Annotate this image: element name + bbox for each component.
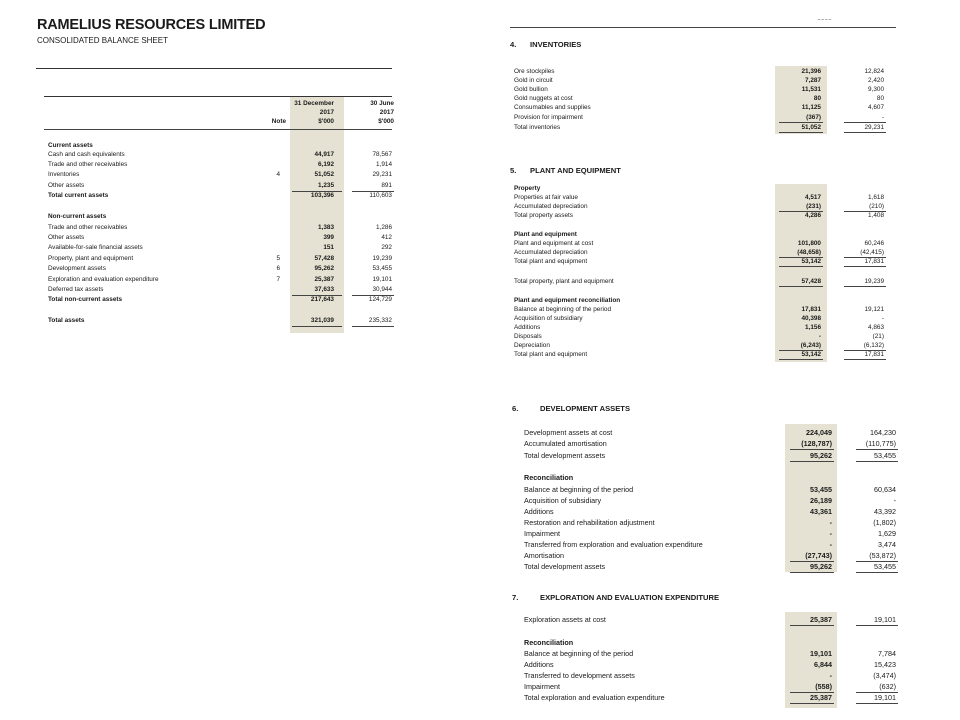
- inventories-section-number: 4.: [510, 40, 517, 49]
- bs-row-dec: 321,039: [310, 317, 334, 324]
- bs-row-label: Current assets: [48, 142, 93, 149]
- plant-row-label: Balance at beginning of the period: [514, 306, 611, 313]
- development-rule-jun: [856, 572, 898, 573]
- plant-rule-dec: [779, 266, 823, 267]
- exploration-row-dec: 25,387: [810, 615, 832, 624]
- exploration-row-dec: 25,387: [810, 693, 832, 702]
- development-row-jun: 53,455: [874, 562, 896, 571]
- plant-row-label: Depreciation: [514, 342, 550, 349]
- bs-row-jun: 19,239: [372, 255, 392, 262]
- bs-row-label: Trade and other receivables: [48, 161, 128, 168]
- development-row-jun: -: [893, 496, 896, 505]
- plant-row-dec: 4,286: [805, 212, 821, 219]
- col-jun-line2: 2017: [379, 109, 394, 116]
- bs-row-dec: 1,235: [318, 182, 334, 189]
- plant-row-label: Total plant and equipment: [514, 351, 588, 358]
- development-row-jun: 60,634: [874, 485, 896, 494]
- bs-row-label: Total assets: [48, 317, 85, 324]
- plant-row-label: Property: [514, 185, 541, 192]
- development-row-label: Amortisation: [524, 551, 564, 560]
- plant-row-dec: 57,428: [801, 278, 821, 285]
- exploration-row-label: Balance at beginning of the period: [524, 649, 634, 658]
- development-row-label: Development assets at cost: [524, 428, 613, 437]
- exploration-row-jun: (3,474): [873, 671, 896, 680]
- bs-row-label: Inventories: [48, 171, 80, 178]
- inventories-row-label: Consumables and supplies: [514, 104, 591, 111]
- bs-row-note: 7: [276, 276, 280, 283]
- bs-row-dec: 103,396: [310, 192, 334, 199]
- inventories-row-dec: (367): [806, 114, 821, 121]
- bs-row-label: Non-current assets: [48, 213, 107, 220]
- plant-row-jun: 60,246: [864, 240, 884, 247]
- development-row-label: Acquisition of subsidiary: [524, 496, 602, 505]
- exploration-row-label: Total exploration and evaluation expenditure: [524, 693, 665, 702]
- exploration-row-dec: (558): [815, 682, 832, 691]
- bs-row-jun: 78,567: [372, 151, 392, 158]
- inventories-rule-jun: [844, 132, 886, 133]
- inventories-row-label: Total inventories: [514, 124, 561, 131]
- development-row-jun: (53,872): [869, 551, 896, 560]
- plant-row-jun: -: [881, 315, 884, 322]
- development-row-label: Accumulated amortisation: [524, 439, 607, 448]
- inventories-row-jun: -: [881, 114, 884, 121]
- plant-row-label: Disposals: [514, 333, 542, 340]
- plant-row-label: Properties at fair value: [514, 194, 578, 201]
- plant-row-label: Additions: [514, 324, 541, 331]
- header-divider: [36, 68, 392, 69]
- bs-row-note: 4: [276, 171, 280, 178]
- bs-row-jun: 412: [381, 234, 392, 241]
- development-row-dec: 95,262: [810, 562, 832, 571]
- development-rule-jun: [856, 461, 898, 462]
- inventories-row-label: Ore stockpiles: [514, 68, 555, 75]
- bs-row-jun: 19,101: [372, 276, 392, 283]
- plant-row-dec: (231): [806, 203, 821, 210]
- plant-row-jun: (6,132): [863, 342, 884, 349]
- exploration-row-jun: 15,423: [874, 660, 896, 669]
- inventories-row-dec: 21,396: [801, 68, 821, 75]
- development-row-jun: 43,392: [874, 507, 896, 516]
- col-jun-line1: 30 June: [370, 100, 394, 107]
- development-rule-dec: [790, 572, 834, 573]
- col-dec-line1: 31 December: [294, 100, 334, 107]
- plant-row-label: Total property, plant and equipment: [514, 278, 614, 285]
- bs-row-dec: 44,917: [314, 151, 334, 158]
- plant-row-dec: 53,142: [801, 351, 821, 358]
- exploration-section-number: 7.: [512, 593, 519, 602]
- development-row-label: Total development assets: [524, 451, 606, 460]
- plant-row-dec: 101,800: [797, 240, 821, 247]
- plant-row-dec: 53,142: [801, 258, 821, 265]
- bs-row-dec: 6,192: [318, 161, 334, 168]
- development-row-label: Total development assets: [524, 562, 606, 571]
- bs-row-dec: 95,262: [314, 265, 334, 272]
- bs-row-jun: 292: [381, 244, 392, 251]
- plant-rule-jun: [844, 266, 886, 267]
- bs-row-label: Total current assets: [48, 192, 109, 199]
- exploration-row-jun: 7,784: [878, 649, 896, 658]
- inventories-row-label: Provision for impairment: [514, 114, 583, 121]
- exploration-row-label: Transferred to development assets: [524, 671, 635, 680]
- exploration-rule-dec: [790, 625, 834, 626]
- exploration-rule-jun: [856, 703, 898, 704]
- plant-row-label: Total property assets: [514, 212, 573, 219]
- plant-row-jun: 17,831: [864, 258, 884, 265]
- inventories-row-jun: 2,420: [868, 77, 884, 84]
- bs-row-jun: 124,729: [368, 296, 392, 303]
- exploration-row-jun: (632): [879, 682, 896, 691]
- inventories-row-label: Gold in circuit: [514, 77, 553, 84]
- bs-row-note: 6: [276, 265, 280, 272]
- bs-row-dec: 399: [323, 234, 334, 241]
- inventories-row-dec: 51,052: [801, 124, 821, 131]
- development-section-title: DEVELOPMENT ASSETS: [540, 404, 631, 413]
- development-rule-dec: [790, 449, 834, 450]
- plant-row-label: Acquisition of subsidiary: [514, 315, 583, 322]
- inventories-row-dec: 7,287: [805, 77, 821, 84]
- bs-row-label: Available-for-sale financial assets: [48, 244, 143, 251]
- exploration-row-label: Reconciliation: [524, 638, 574, 647]
- exploration-row-label: Additions: [524, 660, 554, 669]
- plant-section-number: 5.: [510, 166, 517, 175]
- plant-row-dec: 40,398: [801, 315, 821, 322]
- exploration-row-jun: 19,101: [874, 693, 896, 702]
- exploration-row-dec: 6,844: [814, 660, 832, 669]
- development-row-dec: (128,787): [801, 439, 832, 448]
- plant-row-jun: (21): [872, 333, 884, 340]
- plant-rule-dec: [779, 286, 823, 287]
- inventories-row-label: Gold bullion: [514, 86, 548, 93]
- inventories-section-title: INVENTORIES: [530, 40, 582, 49]
- bs-row-label: Other assets: [48, 182, 85, 189]
- development-row-jun: 3,474: [878, 540, 896, 549]
- inventories-row-dec: 80: [813, 95, 821, 102]
- exploration-row-dec: -: [829, 671, 832, 680]
- bs-row-jun: 29,231: [372, 171, 392, 178]
- development-section-number: 6.: [512, 404, 519, 413]
- exploration-row-dec: 19,101: [810, 649, 832, 658]
- development-row-dec: -: [829, 540, 832, 549]
- inventories-row-dec: 11,125: [801, 104, 821, 111]
- exploration-row-label: Exploration assets at cost: [524, 615, 606, 624]
- development-row-dec: -: [829, 518, 832, 527]
- plant-row-label: Plant and equipment at cost: [514, 240, 594, 247]
- development-row-dec: 224,049: [806, 428, 832, 437]
- plant-row-dec: (6,243): [800, 342, 821, 349]
- plant-row-jun: 19,239: [864, 278, 884, 285]
- company-name: RAMELIUS RESOURCES LIMITED: [37, 17, 266, 33]
- development-row-dec: -: [829, 529, 832, 538]
- bs-row-label: Cash and cash equivalents: [48, 151, 125, 158]
- development-row-jun: (1,802): [873, 518, 896, 527]
- inventories-row-dec: 11,531: [801, 86, 821, 93]
- bs-row-dec: 37,633: [314, 286, 334, 293]
- inventories-rule-dec: [779, 132, 823, 133]
- header-underline: [44, 129, 392, 130]
- bs-row-label: Deferred tax assets: [48, 286, 104, 293]
- development-row-dec: (27,743): [805, 551, 832, 560]
- plant-row-jun: (42,415): [860, 249, 884, 256]
- development-row-dec: 53,455: [810, 485, 832, 494]
- plant-row-jun: 1,618: [868, 194, 884, 201]
- plant-row-jun: 1,408: [868, 212, 884, 219]
- bs-row-dec: 1,383: [318, 224, 334, 231]
- plant-row-dec: -: [818, 333, 821, 340]
- plant-row-jun: 17,831: [864, 351, 884, 358]
- development-row-jun: 53,455: [874, 451, 896, 460]
- bs-row-label: Other assets: [48, 234, 85, 241]
- development-row-label: Reconciliation: [524, 473, 574, 482]
- plant-row-dec: 4,517: [805, 194, 821, 201]
- bs-row-jun: 30,944: [372, 286, 392, 293]
- development-row-dec: 95,262: [810, 451, 832, 460]
- bs-row-label: Exploration and evaluation expenditure: [48, 276, 159, 283]
- bs-row-label: Property, plant and equipment: [48, 255, 134, 262]
- bs-row-jun: 53,455: [372, 265, 392, 272]
- inventories-rule-dec: [779, 122, 823, 123]
- inventories-row-jun: 9,300: [868, 86, 884, 93]
- development-row-label: Balance at beginning of the period: [524, 485, 634, 494]
- bs-row-jun: 1,914: [376, 161, 392, 168]
- plant-row-label: Total plant and equipment: [514, 258, 588, 265]
- plant-row-jun: 19,121: [864, 306, 884, 313]
- development-row-label: Impairment: [524, 529, 560, 538]
- development-row-jun: (110,775): [865, 439, 896, 448]
- development-row-dec: 26,189: [810, 496, 832, 505]
- total-rule-dec: [292, 326, 342, 327]
- plant-row-dec: (48,658): [797, 249, 821, 256]
- bs-row-dec: 51,052: [314, 171, 334, 178]
- inventories-row-jun: 4,607: [868, 104, 884, 111]
- plant-row-dec: 17,831: [801, 306, 821, 313]
- bs-row-dec: 151: [323, 244, 334, 251]
- bs-row-jun: 891: [381, 182, 392, 189]
- plant-row-label: Plant and equipment: [514, 231, 577, 238]
- development-rule-jun: [856, 449, 898, 450]
- bs-row-label: Development assets: [48, 265, 106, 272]
- development-row-jun: 164,230: [870, 428, 896, 437]
- plant-section-title: PLANT AND EQUIPMENT: [530, 166, 621, 175]
- development-row-dec: 43,361: [810, 507, 832, 516]
- bs-row-note: 5: [276, 255, 280, 262]
- inventories-row-jun: 80: [876, 95, 884, 102]
- bs-row-dec: 25,387: [314, 276, 334, 283]
- col-dec-line2: 2017: [319, 109, 334, 116]
- col-dec-line3: $'000: [318, 118, 334, 125]
- plant-row-label: Accumulated depreciation: [514, 203, 588, 210]
- bs-row-dec: 57,428: [314, 255, 334, 262]
- inventories-row-jun: 12,824: [864, 68, 884, 75]
- inventories-row-label: Gold nuggets at cost: [514, 95, 573, 102]
- plant-row-label: Plant and equipment reconciliation: [514, 297, 621, 304]
- plant-rule-dec: [779, 359, 823, 360]
- development-rule-dec: [790, 461, 834, 462]
- inventories-row-jun: 29,231: [864, 124, 884, 131]
- plant-row-jun: (210): [869, 203, 884, 210]
- total-rule-jun: [352, 326, 394, 327]
- bs-row-jun: 235,332: [368, 317, 392, 324]
- bs-row-dec: 217,643: [310, 296, 334, 303]
- exploration-rule-dec: [790, 703, 834, 704]
- bs-row-label: Total non-current assets: [48, 296, 123, 303]
- plant-row-dec: 1,156: [805, 324, 821, 331]
- exploration-rule-jun: [856, 625, 898, 626]
- plant-row-jun: 4,863: [868, 324, 884, 331]
- plant-rule-jun: [844, 359, 886, 360]
- development-row-label: Restoration and rehabilitation adjustment: [524, 518, 655, 527]
- inventories-rule-jun: [844, 122, 886, 123]
- notes-top-rule: [510, 27, 896, 28]
- plant-row-label: Accumulated depreciation: [514, 249, 588, 256]
- development-row-label: Additions: [524, 507, 554, 516]
- exploration-section-title: EXPLORATION AND EVALUATION EXPENDITURE: [540, 593, 720, 602]
- exploration-row-label: Impairment: [524, 682, 560, 691]
- exploration-row-jun: 19,101: [874, 615, 896, 624]
- col-note: Note: [271, 118, 286, 125]
- development-row-label: Transferred from exploration and evaluation expenditure: [524, 540, 703, 549]
- plant-rule-jun: [844, 286, 886, 287]
- bs-row-jun: 110,603: [369, 192, 392, 199]
- development-row-jun: 1,629: [878, 529, 896, 538]
- bs-row-jun: 1,286: [376, 224, 392, 231]
- bs-row-label: Trade and other receivables: [48, 224, 128, 231]
- col-jun-line3: $'000: [378, 118, 394, 125]
- cropped-marks: ‾ ‾ ‾ ‾: [818, 20, 831, 26]
- statement-subtitle: CONSOLIDATED BALANCE SHEET: [37, 36, 168, 45]
